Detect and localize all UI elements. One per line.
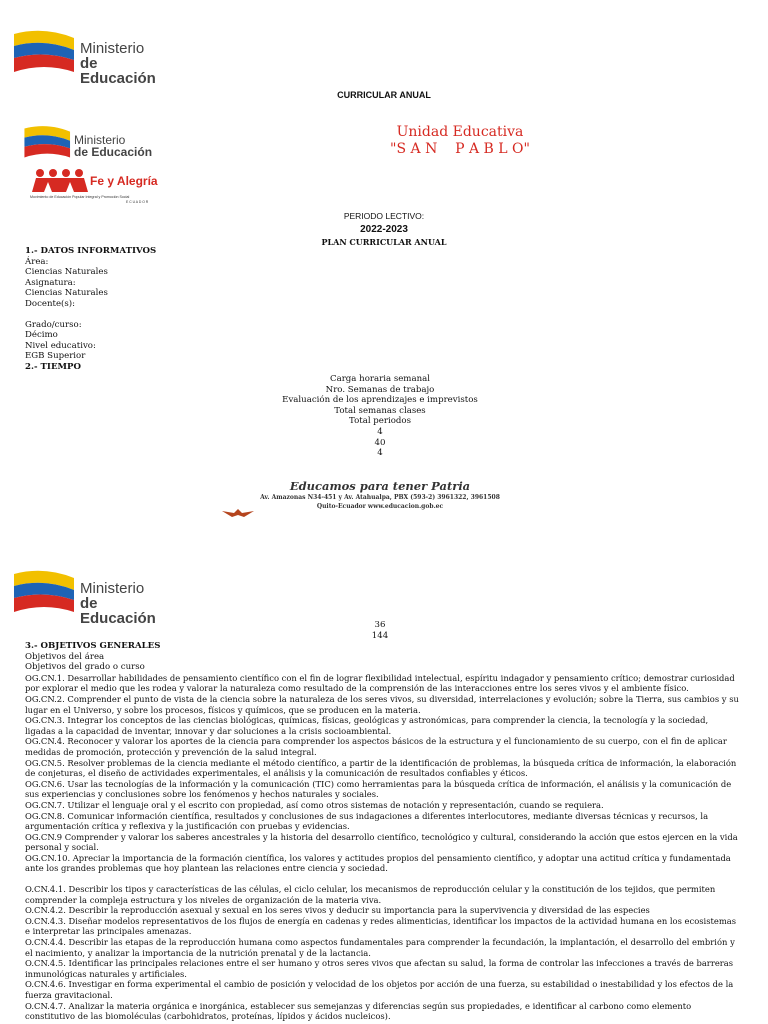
period-year: 2022-2023 [360,224,408,235]
school-name-line1: Unidad Educativa [396,124,524,140]
school-name-line2: "S A N P A B L O" [390,141,530,157]
page2-n1: 36 [374,620,386,630]
period-label: PERIODO LECTIVO: [343,211,425,221]
page2-n2: 144 [371,630,389,641]
people-icon [30,168,88,194]
ocn-item: O.CN.4.4. Describir las etapas de la reproducción humana como aspectos fundamentales para comprender la fecundación, la implantación, el desarrollo del embrión y el nacimiento, y analizar la importancia de la nutrición prenatal y de la lactancia. [25,937,735,958]
tiempo-line: 4 [377,426,383,437]
og-item: OG.CN.2. Comprender el punto de vista de la ciencia sobre la naturaleza de los seres vivos, su diversidad, interrelaciones y evolución; sobre la Tierra, sus cambios y su lugar en el Universo, y sobre los procesos, físicos y químicos, que se producen en la materia. [25,693,739,715]
page2-numbers [330,620,430,641]
tiempo-block [230,374,530,459]
ocn-item: O.CN.4.6. Investigar en forma experimental el cambio de posición y velocidad de los objetos por acción de una fuerza, su estabilidad o inestabilidad y los efectos de la fuerza gravitacional. [25,979,734,1000]
ocn-item: O.CN.4.7. Analizar la materia orgánica e inorgánica, establecer sus semejanzas y diferencias según sus propiedades, e identificar al carbono como elemento constitutivo de las biomoléculas (carbohidratos, proteínas, lípidos y ácidos nucleicos). [25,1000,692,1022]
ocn-item: O.CN.4.2. Describir la reproducción asexual y sexual en los seres vivos y deducir su importancia para la supervivencia y diversidad de las especies [25,905,650,916]
section3-title: 3.- OBJETIVOS GENERALES [25,641,161,651]
section1-line: EGB Superior [25,351,86,362]
section3-sub1: Objetivos del área [25,651,105,662]
ocn-item: O.CN.4.3. Diseñar modelos representativos de los flujos de energía en cadenas y redes alimenticias, identificar los impactos de la actividad humana en los ecosistemas e interpretar las principales amenazas. [25,915,737,937]
section2-title: 2.- TIEMPO [25,361,81,372]
ministerio-logo-page2 [14,568,174,627]
ministry-line1-p2: Ministerio [80,580,145,597]
og-item: OG.CN.5. Resolver problemas de la ciencia mediante el método científico, a partir de la identificación de problemas, la búsqueda crítica de información, la elaboración de conjeturas, el diseño de actividades experimentales, el análisis y la comunicación de resultados confiables y éticos. [25,757,737,779]
ocn-item: O.CN.4.5. Identificar las principales relaciones entre el ser humano y otros seres vivos que afectan su salud, la forma de controlar las infecciones a través de barreras inmunológicas naturales y artificiales. [25,958,734,979]
tiempo-line: 4 [377,448,383,459]
og-item: OG.CN.1. Desarrollar habilidades de pensamiento científico con el fin de lograr flexibilidad intelectual, espíritu indagador y pensamiento crítico; demostrar curiosidad por explorar el medio que les rodea y valorar la naturaleza como resultado de la comprensión de las interacciones entre los seres vivos y el ambiente físico. [25,672,735,694]
ministry-line2: de Educación [80,55,156,87]
footer-address: Av. Amazonas N34-451 y Av. Atahualpa, PBX (593-2) 3961322, 3961508 [260,494,500,501]
section1-line: Nivel educativo: [25,340,96,351]
ocn-item: O.CN.4.1. Describir los tipos y características de las células, el ciclo celular, los mecanismos de reproducción celular y la constitución de los tejidos, que permiten comprender la compleja estructura y los niveles de organización de la materia viva. [25,884,716,905]
section1-line: Ciencias Naturales [25,267,108,278]
footer-slogan: Educamos para tener Patria [289,479,471,493]
section1-line: Grado/curso: [25,319,82,330]
ministerio-logo-small [24,124,154,164]
doc-title: CURRICULAR ANUAL [337,90,431,100]
og-item: OG.CN.4. Reconocer y valorar los aportes de la ciencia para comprender los aspectos básicos de la estructura y el funcionamiento de su cuerpo, con el fin de aplicar medidas de promoción, protección y prevención de la salud integral. [25,736,727,757]
og-item: OG.CN.10. Apreciar la importancia de la formación científica, los valores y actitudes propios del pensamiento científico, y adoptar una actitud crítica y fundamentada ante los grandes problemas que hoy plantean las relaciones entre ciencia y sociedad. [25,852,731,874]
ministerio-logo-top [14,28,174,87]
tiempo-line: Total periodos [349,416,411,427]
section1-line: Asignatura: [25,277,76,288]
feyalegria-sub2: E C U A D O R [126,200,149,204]
ministry-line2-p2: de Educación [80,595,156,627]
section1-line: Décimo [25,330,58,341]
og-item: OG.CN.7. Utilizar el lenguaje oral y el escrito con propiedad, así como otros sistemas de notación y representación, cuando se requiera. [25,799,604,810]
feyalegria-name: Fe y Alegría [90,174,158,188]
og-item: OG.CN.9 Comprender y valorar los saberes ancestrales y la historia del desarrollo científico, tecnológico y cultural, considerando la acción que estos ejercen en la vida personal y social. [25,831,738,853]
og-item: OG.CN.8. Comunicar información científica, resultados y conclusiones de sus indagaciones a diferentes interlocutores, mediante diversas técnicas y recursos, la argumentación crítica y reflexiva y la justificación con pruebas y evidencias. [25,810,709,832]
og-item: OG.CN.3. Integrar los conceptos de las ciencias biológicas, químicas, físicas, geológicas y astronómicas, para comprender la ciencia, la tecnología y la sociedad, ligadas a la capacidad de inventar, innovar y dar soluciones a la crisis socioambiental. [25,715,709,736]
objetivos-generales [25,641,740,1022]
tiempo-line: Nro. Semanas de trabajo [325,384,435,395]
section1-line: Área: [25,256,49,267]
ecuador-flag-icon [14,568,76,618]
ministry-line2-small: de Educación [74,145,153,159]
ministry-line1-small: Ministerio [74,133,126,147]
section1-line: Docente(s): [25,298,76,309]
feyalegria-sub1: Movimiento de Educación Popular Integral y Promoción Social [30,195,130,199]
ecuador-flag-icon [24,124,72,162]
tiempo-line: 40 [374,437,386,448]
tiempo-line: Carga horaria semanal [330,374,430,384]
footer-city: Quito-Ecuador www.educacion.gob.ec [316,503,444,510]
ecuador-flag-icon [14,28,76,78]
datos-informativos [25,246,156,373]
tiempo-line: Evaluación de los aprendizajes e imprevistos [282,395,478,406]
tiempo-line: Total semanas clases [334,405,426,416]
section1-line: Ciencias Naturales [25,288,108,299]
section3-sub2: Objetivos del grado o curso [25,662,145,673]
ministry-line1: Ministerio [80,40,145,57]
plan-title: PLAN CURRICULAR ANUAL [321,237,447,247]
feyalegria-logo [30,168,175,208]
section1-title: 1.- DATOS INFORMATIVOS [25,246,157,256]
og-item: OG.CN.6. Usar las tecnologías de la información y la comunicación (TIC) como herramientas para la búsqueda crítica de información, el análisis y la comunicación de sus experiencias y conclusiones sobre los fenómenos y hechos naturales y sociales. [25,778,732,800]
condor-icon [222,509,254,519]
